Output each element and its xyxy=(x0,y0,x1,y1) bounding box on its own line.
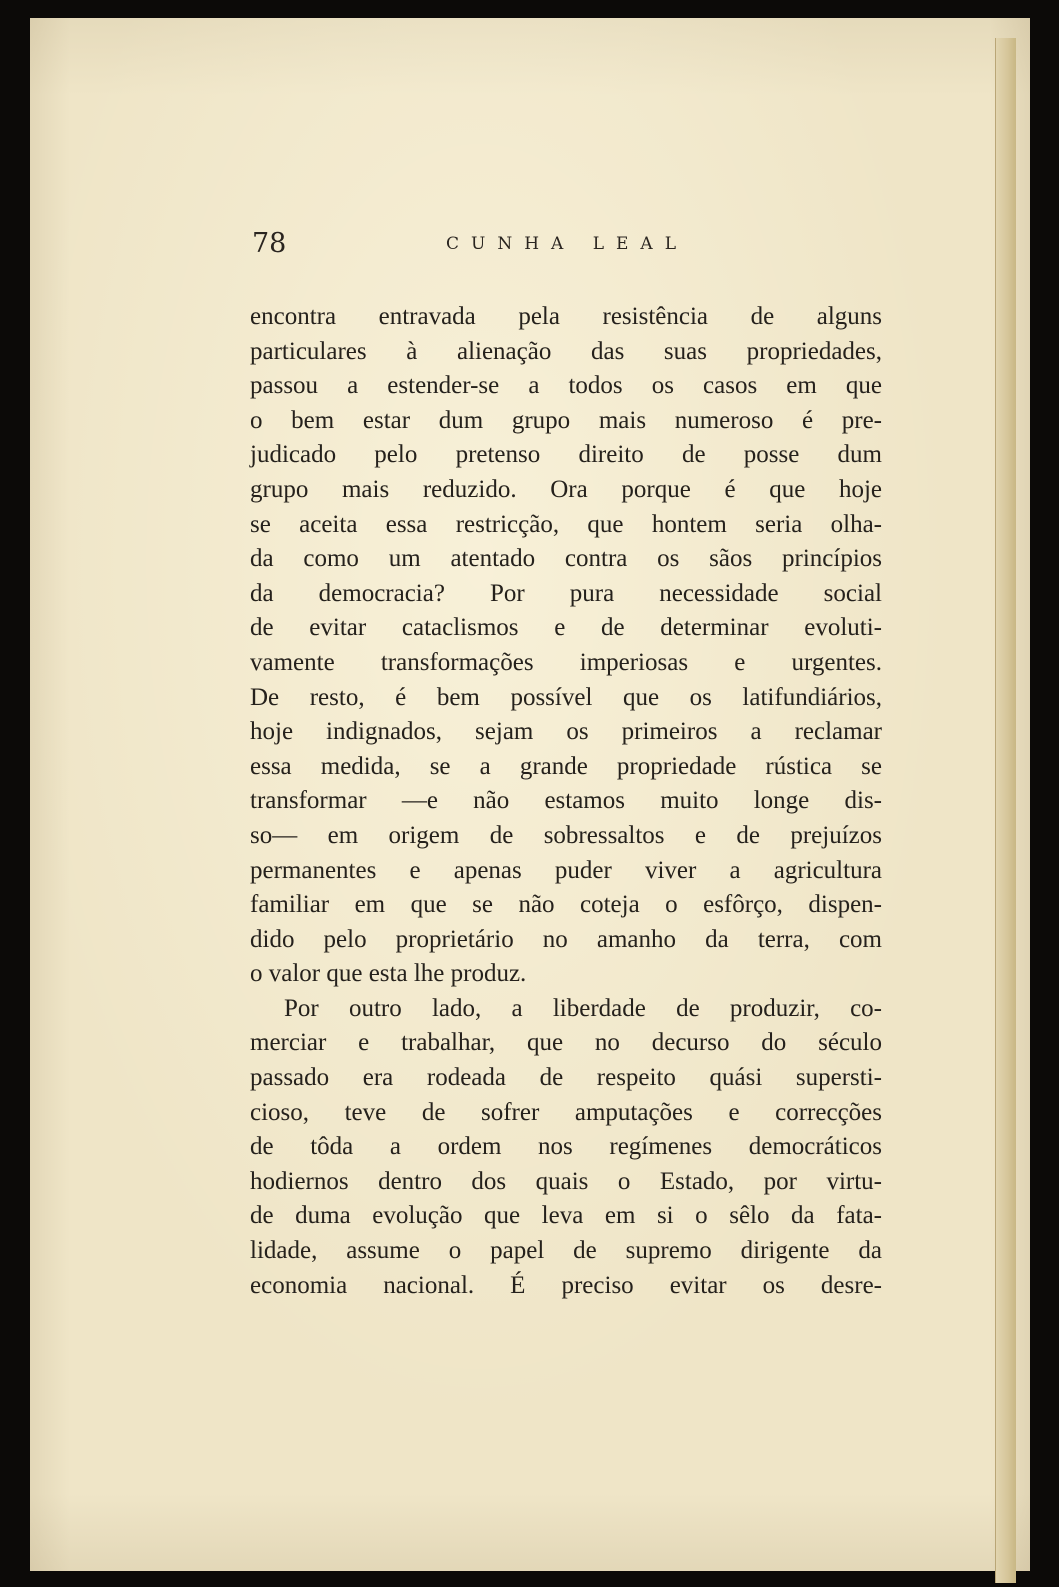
text-line: vamente transformações imperiosas e urgentes. xyxy=(250,648,882,676)
text-line-paragraph-end: o valor que esta lhe produz. xyxy=(250,960,527,988)
text-line: encontra entravada pela resistência de alguns xyxy=(250,303,882,330)
text-line: de duma evolução que leva em si o sêlo da fata- xyxy=(250,1202,882,1230)
text-line: essa medida, se a grande propriedade rústica se xyxy=(250,752,882,780)
text-line: so— em origem de sobressaltos e de prejuízos xyxy=(250,821,882,849)
text-line: familiar em que se não coteja o esfôrço, dispen- xyxy=(250,891,882,919)
text-line: da democracia? Por pura necessidade social xyxy=(250,579,882,607)
text-line: transformar —e não estamos muito longe dis- xyxy=(250,787,882,815)
page-edge-shadow xyxy=(995,38,1016,1583)
text-line: hoje indignados, sejam os primeiros a reclamar xyxy=(250,718,882,746)
page-number: 78 xyxy=(252,228,287,259)
text-line: o bem estar dum grupo mais numeroso é pre- xyxy=(250,406,882,434)
text-line: da como um atentado contra os sãos princípios xyxy=(250,545,882,573)
text-line: permanentes e apenas puder viver a agricultura xyxy=(250,856,882,884)
text-line: De resto, é bem possível que os latifundiários, xyxy=(250,683,882,711)
text-line: economia nacional. É preciso evitar os desre- xyxy=(250,1271,882,1299)
text-line: se aceita essa restricção, que hontem seria olha- xyxy=(250,510,882,538)
text-line-paragraph-start: Por outro lado, a liberdade de produzir, co- xyxy=(284,994,882,1022)
text-line: judicado pelo pretenso direito de posse dum xyxy=(250,441,882,469)
text-line: de evitar cataclismos e de determinar evoluti- xyxy=(250,614,882,642)
text-line: de tôda a ordem nos regímenes democráticos xyxy=(250,1133,882,1161)
text-line: dido pelo proprietário no amanho da terra, com xyxy=(250,925,882,953)
text-line: particulares à alienação das suas propriedades, xyxy=(250,337,882,365)
text-line: cioso, teve de sofrer amputações e correcções xyxy=(250,1098,882,1126)
page-header xyxy=(252,228,892,268)
text-line: passado era rodeada de respeito quási supersti- xyxy=(250,1064,882,1092)
text-line: lidade, assume o papel de supremo dirigente da xyxy=(250,1237,882,1265)
text-line: merciar e trabalhar, que no decurso do século xyxy=(250,1029,882,1057)
body-text xyxy=(250,300,882,1303)
running-head: CUNHA LEAL xyxy=(446,234,688,254)
text-line: hodiernos dentro dos quais o Estado, por virtu- xyxy=(250,1167,882,1195)
text-line: grupo mais reduzido. Ora porque é que hoje xyxy=(250,475,882,503)
text-line: passou a estender-se a todos os casos em que xyxy=(250,372,882,400)
